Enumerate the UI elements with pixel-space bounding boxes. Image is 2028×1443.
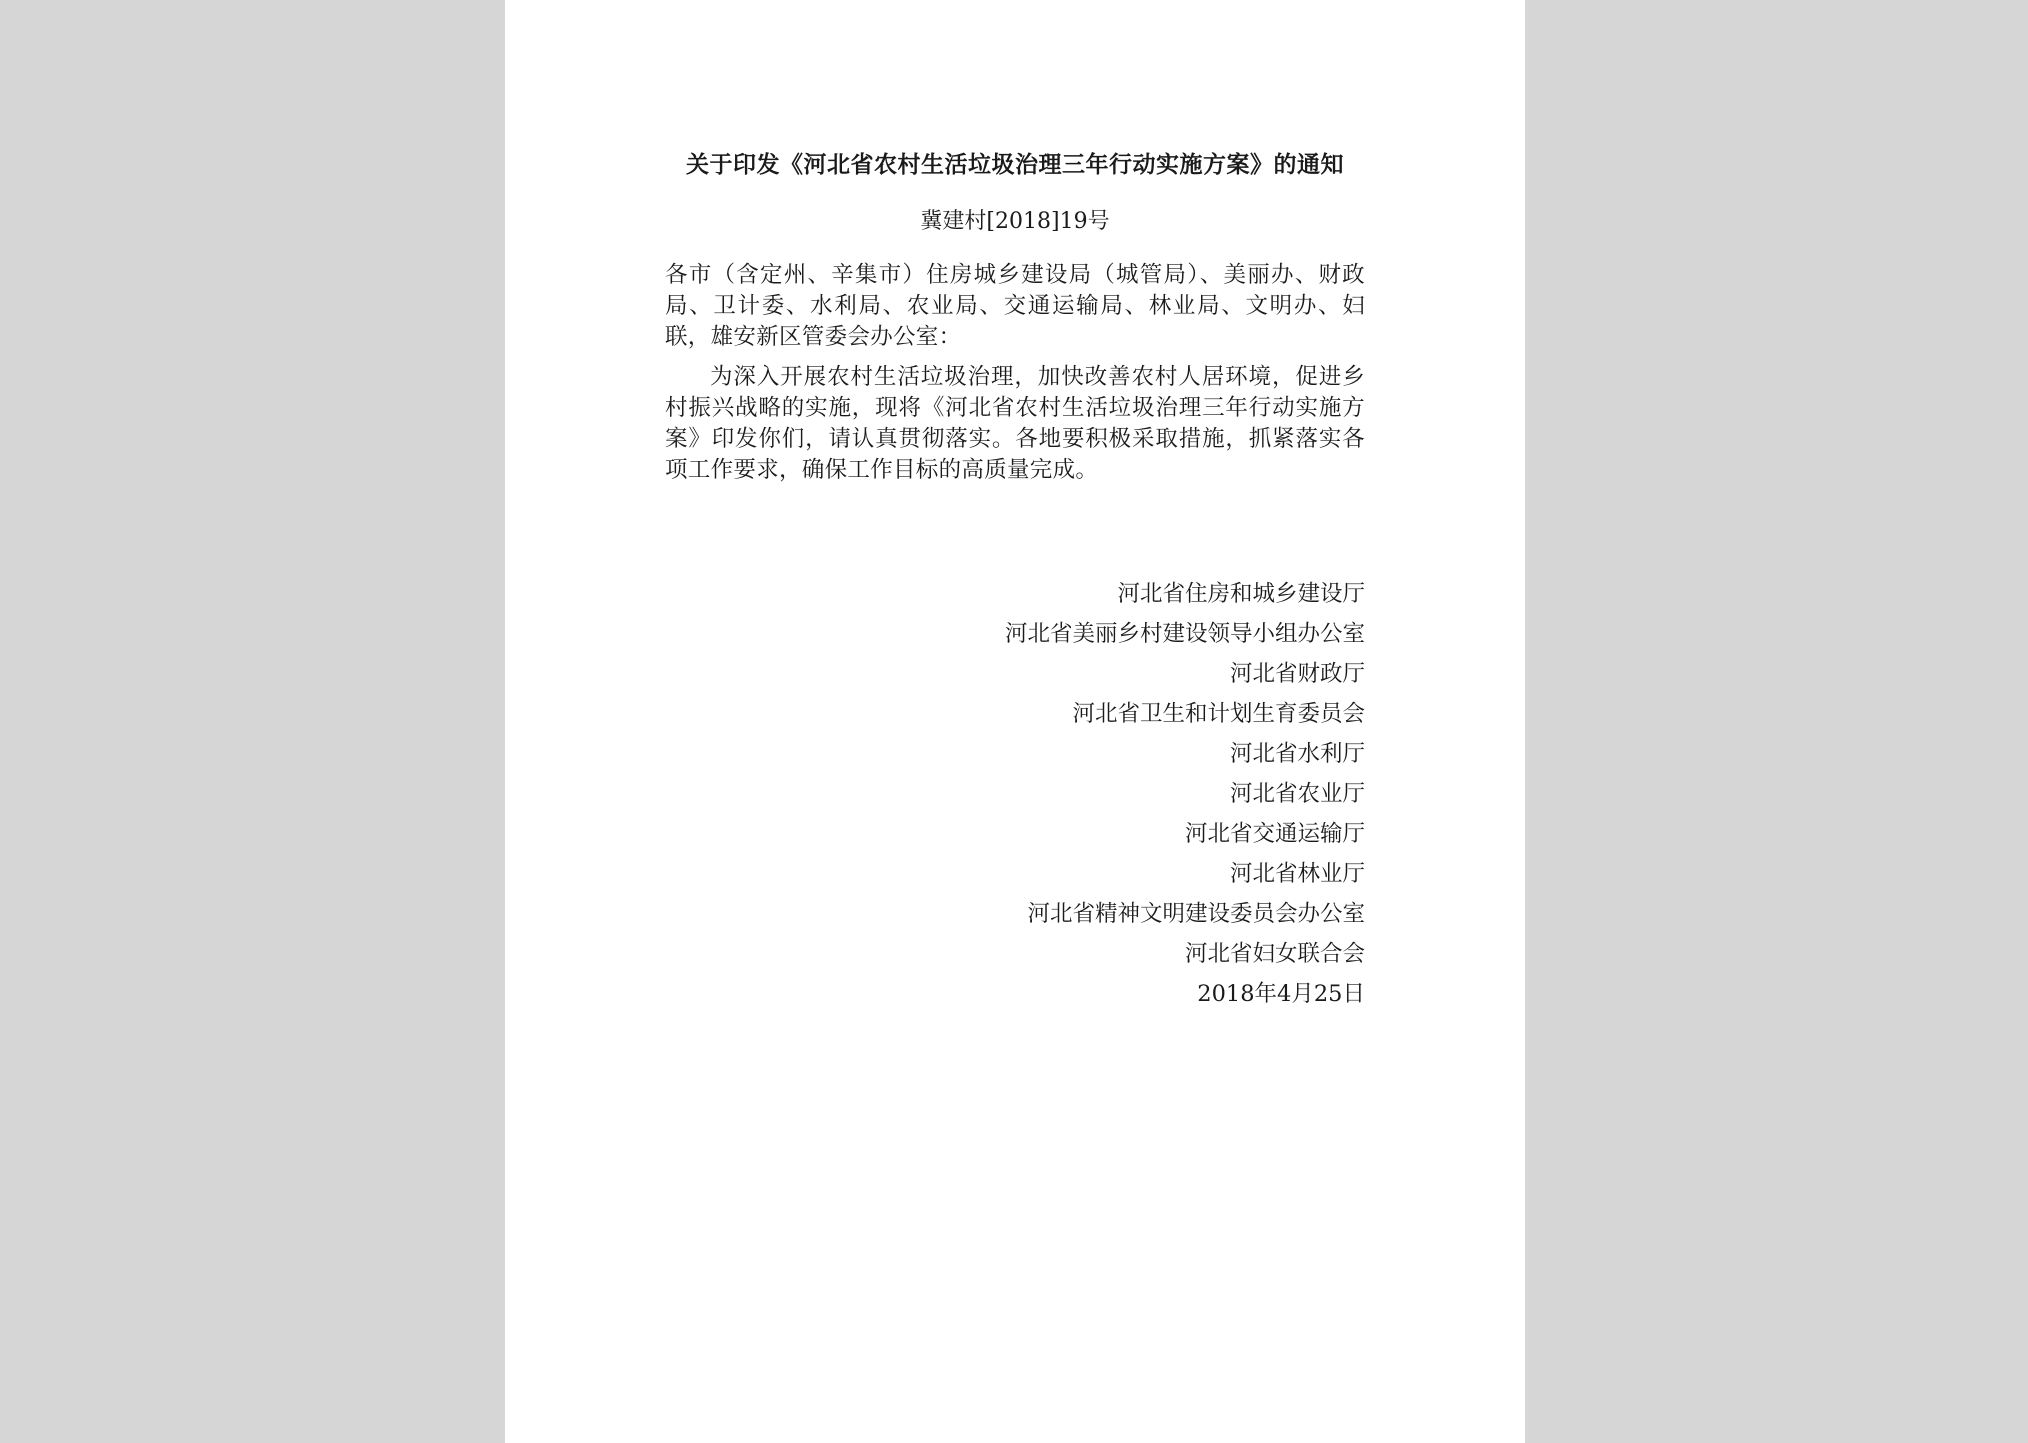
signatory: 河北省美丽乡村建设领导小组办公室 [1004,621,1365,647]
signatory: 河北省林业厅 [1229,861,1365,887]
document-title: 关于印发《河北省农村生活垃圾治理三年行动实施方案》的通知 [686,151,1344,178]
document-page [505,0,1525,1443]
signatory: 河北省交通运输厅 [1184,821,1365,847]
signatory: 河北省财政厅 [1229,661,1365,687]
signatory: 河北省精神文明建设委员会办公室 [1027,901,1365,927]
signatory: 河北省水利厅 [1229,741,1365,767]
body-paragraph: 为深入开展农村生活垃圾治理，加快改善农村人居环境，促进乡村振兴战略的实施，现将《河北省农村生活垃圾治理三年行动实施方案》印发你们，请认真贯彻落实。各地要积极采取措施，抓紧落实各项工作要求，确保工作目标的高质量完成。 [665,364,1365,483]
signatory: 河北省住房和城乡建设厅 [1117,581,1365,607]
document-number: 冀建村[2018]19号 [920,209,1110,234]
signatory: 河北省妇女联合会 [1184,941,1365,967]
document-date: 2018年4月25日 [1197,981,1365,1007]
signature-block [665,574,1365,1014]
addressee-paragraph: 各市（含定州、辛集市）住房城乡建设局（城管局）、美丽办、财政局、卫计委、水利局、农业局、交通运输局、林业局、文明办、妇联，雄安新区管委会办公室： [665,262,1365,350]
signatory: 河北省农业厅 [1229,781,1365,807]
signatory: 河北省卫生和计划生育委员会 [1072,701,1365,727]
